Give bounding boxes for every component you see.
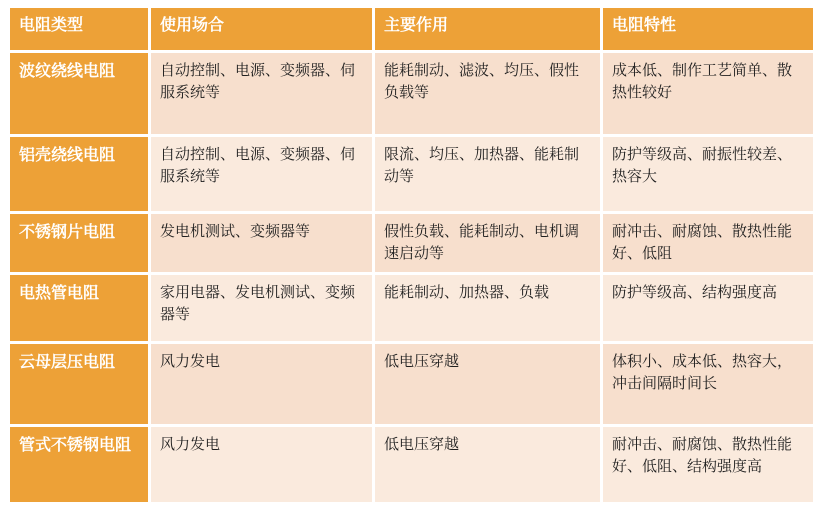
row-header-resistor-type: 电热管电阻 bbox=[10, 275, 148, 341]
cell-characteristics: 体积小、成本低、热容大，冲击间隔时间长 bbox=[603, 344, 813, 424]
cell-characteristics: 防护等级高、结构强度高 bbox=[603, 275, 813, 341]
cell-function: 低电压穿越 bbox=[375, 344, 600, 424]
cell-usage: 发电机测试、变频器等 bbox=[151, 214, 372, 272]
row-header-resistor-type: 不锈钢片电阻 bbox=[10, 214, 148, 272]
table-row bbox=[10, 344, 813, 424]
table-row bbox=[10, 214, 813, 272]
header-cell-type: 电阻类型 bbox=[10, 8, 148, 50]
cell-usage: 风力发电 bbox=[151, 344, 372, 424]
table-row bbox=[10, 53, 813, 134]
row-header-resistor-type: 云母层压电阻 bbox=[10, 344, 148, 424]
table-row bbox=[10, 137, 813, 211]
cell-characteristics: 防护等级高、耐振性较差、热容大 bbox=[603, 137, 813, 211]
cell-function: 低电压穿越 bbox=[375, 427, 600, 502]
row-header-resistor-type: 波纹绕线电阻 bbox=[10, 53, 148, 134]
cell-characteristics: 耐冲击、耐腐蚀、散热性能好、低阻 bbox=[603, 214, 813, 272]
cell-usage: 自动控制、电源、变频器、伺服系统等 bbox=[151, 53, 372, 134]
cell-usage: 自动控制、电源、变频器、伺服系统等 bbox=[151, 137, 372, 211]
cell-function: 假性负载、能耗制动、电机调速启动等 bbox=[375, 214, 600, 272]
table-header-row bbox=[10, 8, 813, 50]
cell-characteristics: 耐冲击、耐腐蚀、散热性能好、低阻、结构强度高 bbox=[603, 427, 813, 502]
cell-usage: 家用电器、发电机测试、变频器等 bbox=[151, 275, 372, 341]
row-header-resistor-type: 管式不锈钢电阻 bbox=[10, 427, 148, 502]
resistor-comparison-table bbox=[7, 5, 816, 505]
table-row bbox=[10, 275, 813, 341]
header-cell-characteristics: 电阻特性 bbox=[603, 8, 813, 50]
table-row bbox=[10, 427, 813, 502]
header-cell-function: 主要作用 bbox=[375, 8, 600, 50]
row-header-resistor-type: 铝壳绕线电阻 bbox=[10, 137, 148, 211]
cell-function: 能耗制动、加热器、负载 bbox=[375, 275, 600, 341]
cell-function: 限流、均压、加热器、能耗制动等 bbox=[375, 137, 600, 211]
cell-usage: 风力发电 bbox=[151, 427, 372, 502]
cell-function: 能耗制动、滤波、均压、假性负载等 bbox=[375, 53, 600, 134]
header-cell-usage: 使用场合 bbox=[151, 8, 372, 50]
cell-characteristics: 成本低、制作工艺简单、散热性较好 bbox=[603, 53, 813, 134]
